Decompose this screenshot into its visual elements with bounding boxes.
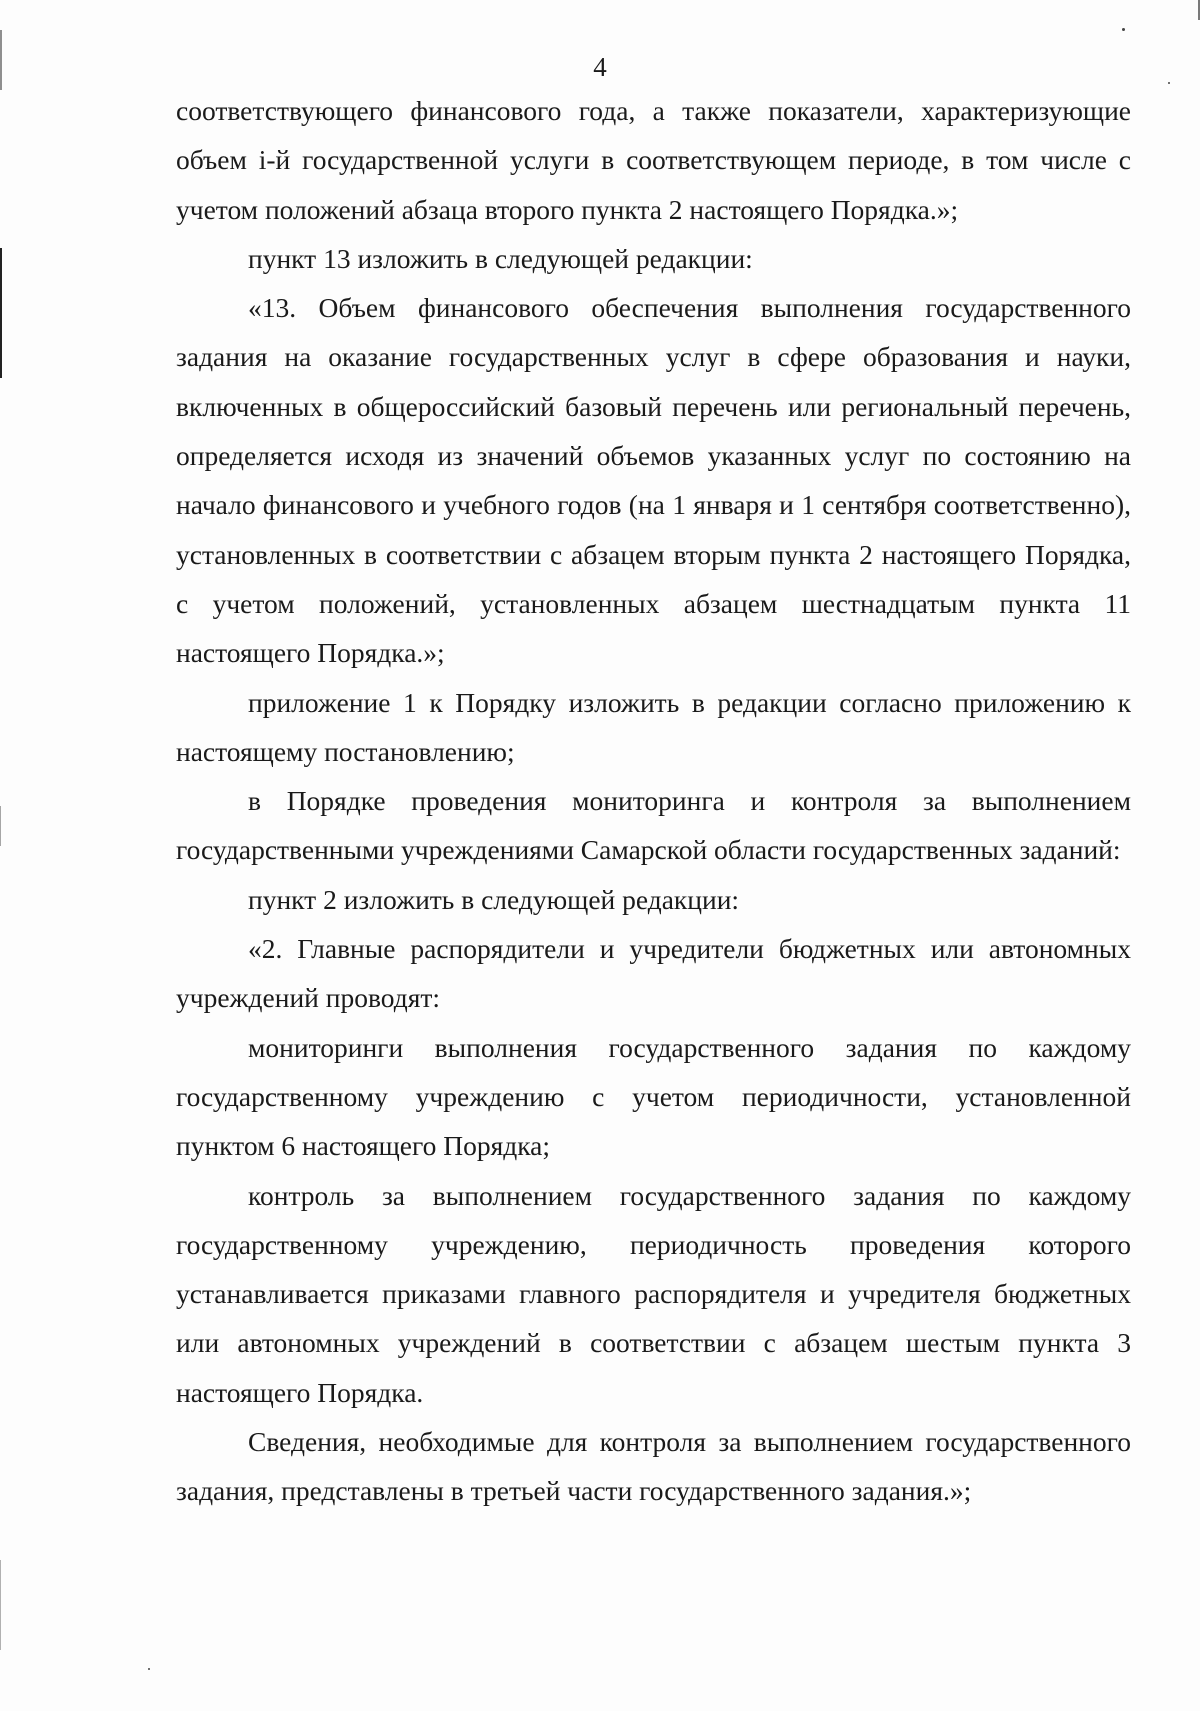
paragraph: соответствующего финансового года, а также показатели, характеризующие объем i-й государственной услуги в соответствующем периоде, в том числе с учетом положений абзаца второго пункта 2 настоящего Порядка.»; — [176, 95, 1131, 225]
paragraph: Сведения, необходимые для контроля за выполнением государственного задания, представлены в третьей части государственного задания.»; — [176, 1426, 1131, 1507]
paragraph: приложение 1 к Порядку изложить в редакции согласно приложению к настоящему постановлению; — [176, 686, 1131, 767]
scan-dot — [1122, 28, 1125, 31]
scan-edge-mark — [0, 1560, 1, 1650]
paragraph: «2. Главные распорядители и учредители бюджетных или автономных учреждений проводят: — [176, 933, 1131, 1014]
scan-edge-mark — [0, 248, 2, 378]
document-body — [176, 86, 1131, 1516]
paragraph: «13. Объем финансового обеспечения выполнения государственного задания на оказание государственных услуг в сфере образования и науки, включенных в общероссийский базовый перечень или региональный перечень, определяется исходя из значений объемов указанных услуг по состоянию на начало финансового и учебного годов (на 1 января и 1 сентября соответственно), установленных в соответствии с абзацем вторым пункта 2 настоящего Порядка, с учетом положений, установленных абзацем шестнадцатым пункта 11 настоящего Порядка.»; — [176, 292, 1131, 669]
scan-edge-mark — [0, 806, 1, 846]
paragraph: контроль за выполнением государственного задания по каждому государственному учреждению, периодичность проведения которого устанавливается приказами главного распорядителя и учредителя бюджетных или автономных учреждений в соответствии с абзацем шестым пункта 3 настоящего Порядка. — [176, 1179, 1131, 1408]
paragraph: в Порядке проведения мониторинга и контроля за выполнением государственными учреждениями Самарской области государственных заданий: — [176, 785, 1131, 866]
paragraph: пункт 13 изложить в следующей редакции: — [248, 242, 753, 274]
paragraph: мониторинги выполнения государственного задания по каждому государственному учреждению с учетом периодичности, установленной пунктом 6 настоящего Порядка; — [176, 1031, 1131, 1162]
paragraph: пункт 2 изложить в следующей редакции: — [248, 883, 740, 915]
page-number: 4 — [593, 52, 607, 82]
scan-dot — [148, 1668, 150, 1670]
